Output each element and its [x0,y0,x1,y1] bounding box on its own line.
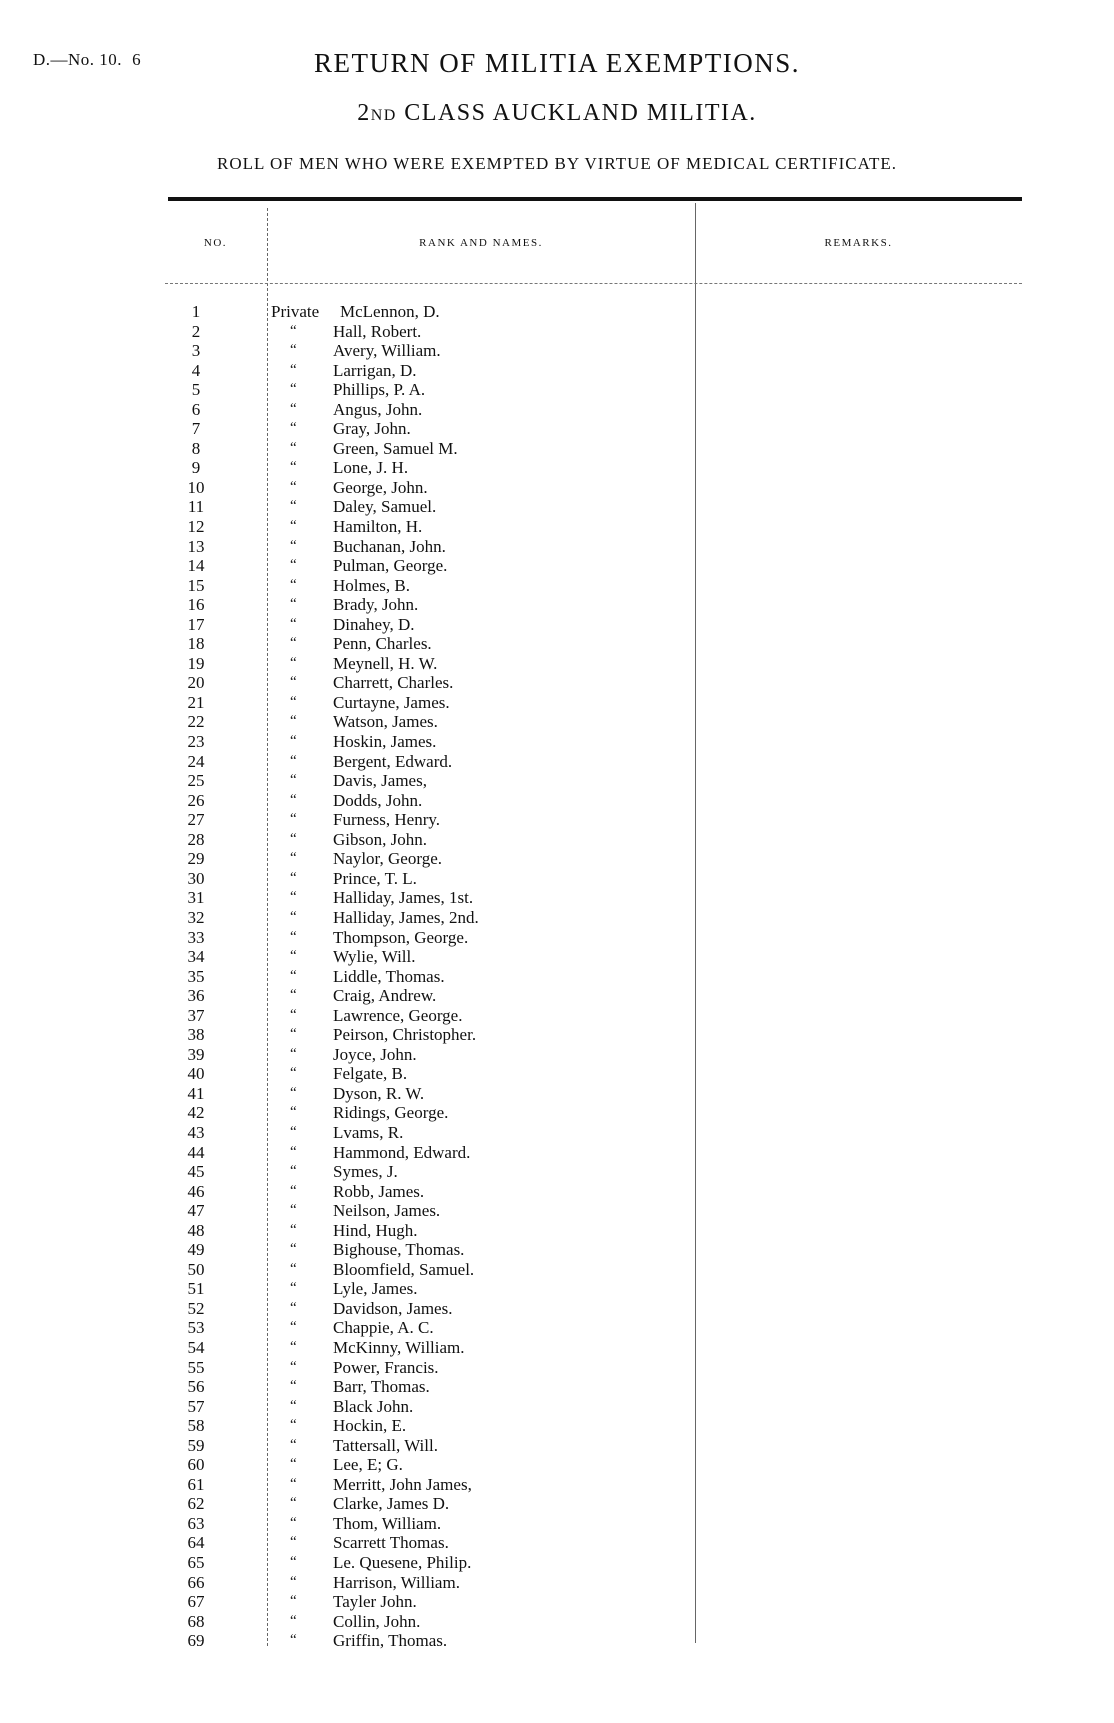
row-number: 55 [187,1357,205,1377]
row-number: 51 [187,1279,205,1299]
ditto-mark: “ [290,1436,297,1453]
member-name: Prince, T. L. [333,868,417,888]
ditto-mark: “ [290,1221,297,1238]
member-name: Angus, John. [333,399,423,419]
row-number: 65 [187,1553,205,1572]
table-row [0,1397,1114,1417]
row-number: 10 [187,477,205,497]
table-row [0,1123,1114,1143]
row-number: 54 [187,1337,205,1357]
row-number: 35 [187,966,205,986]
ditto-mark: “ [290,1319,297,1336]
page-title: RETURN OF MILITIA EXEMPTIONS. [314,48,800,78]
table-row [0,1240,1114,1260]
row-number: 31 [187,888,205,908]
row-number: 59 [187,1435,205,1455]
table-row [0,1064,1114,1084]
table-row [0,1631,1114,1651]
row-number: 46 [187,1181,205,1201]
table-row [0,361,1114,381]
member-name: Davidson, James. [333,1298,453,1318]
table-row [0,967,1114,987]
member-name: Scarrett Thomas. [333,1533,449,1553]
table-row [0,712,1114,732]
member-name: Gray, John. [333,419,411,439]
table-row [0,400,1114,420]
row-number: 21 [187,692,205,712]
ditto-mark: “ [290,1299,297,1316]
table-row [0,1533,1114,1553]
table-row [0,458,1114,478]
table-row [0,1299,1114,1319]
row-number: 50 [187,1259,205,1279]
member-name: Black John. [333,1396,414,1416]
member-name: Hind, Hugh. [333,1220,418,1240]
row-number: 40 [187,1064,205,1084]
row-number: 20 [187,673,205,693]
member-name: Bighouse, Thomas. [333,1240,465,1260]
table-row [0,1201,1114,1221]
row-number: 18 [187,634,205,654]
table-row [0,771,1114,791]
table-row [0,1436,1114,1456]
row-number: 22 [187,712,205,732]
member-name: Lawrence, George. [333,1005,463,1025]
table-row [0,1025,1114,1045]
page-subtitle: 2ND CLASS AUCKLAND MILITIA. [357,100,757,126]
row-number: 48 [187,1220,205,1240]
ditto-mark: “ [290,674,297,691]
table-row [0,439,1114,459]
member-name: Hoskin, James. [333,732,437,752]
table-row [0,576,1114,596]
ditto-mark: “ [290,850,297,867]
member-name: Thompson, George. [333,927,469,947]
table-row [0,1318,1114,1338]
row-number: 33 [187,927,205,947]
row-number: 58 [187,1416,205,1436]
row-number: 49 [187,1240,205,1260]
table-row [0,888,1114,908]
table-row [0,1553,1114,1573]
ditto-mark: “ [290,1456,297,1473]
table-row [0,810,1114,830]
row-number: 53 [187,1318,205,1338]
row-number: 5 [191,380,201,400]
row-number: 8 [191,438,201,458]
ditto-mark: “ [290,1495,297,1512]
member-name: Ridings, George. [333,1103,449,1123]
ditto-mark: “ [290,557,297,574]
ditto-mark: “ [290,1280,297,1297]
ditto-mark: “ [290,1104,297,1121]
member-name: Phillips, P. A. [333,380,426,400]
ditto-mark: “ [290,654,297,671]
member-name: Gibson, John. [333,829,427,849]
member-name: Merritt, John James, [333,1474,472,1494]
row-number: 44 [187,1142,205,1162]
ditto-mark: “ [290,1534,297,1551]
member-name: Peirson, Christopher. [333,1025,477,1045]
ditto-mark: “ [290,1612,297,1629]
ditto-mark: “ [290,1026,297,1043]
ditto-mark: “ [290,948,297,965]
table-row [0,830,1114,850]
table-row [0,478,1114,498]
row-number: 24 [187,751,205,771]
ditto-mark: “ [290,439,297,456]
member-name: Halliday, James, 2nd. [333,907,479,927]
table-row [0,419,1114,439]
row-number: 68 [187,1611,205,1631]
member-name: Bergent, Edward. [333,751,453,771]
row-number: 26 [187,790,205,810]
rank-label: Private [271,302,320,321]
table-row [0,322,1114,342]
member-name: Tattersall, Will. [333,1435,438,1455]
table-row [0,634,1114,654]
table-row [0,1006,1114,1026]
member-name: Holmes, B. [333,575,410,595]
table-row [0,1573,1114,1593]
table-row [0,1612,1114,1632]
table-row [0,654,1114,674]
member-name: George, John. [333,477,428,497]
row-number: 15 [187,575,205,595]
row-number: 36 [187,986,205,1006]
table-row [0,1416,1114,1436]
member-name: Harrison, William. [333,1572,460,1592]
row-number: 27 [187,810,205,830]
ditto-mark: “ [290,1338,297,1355]
ditto-mark: “ [290,1514,297,1531]
ditto-mark: “ [290,791,297,808]
row-number: 43 [187,1122,205,1142]
member-name: Bloomfield, Samuel. [333,1259,475,1279]
member-name: Davis, James, [333,771,427,791]
member-name: Lee, E; G. [333,1455,403,1475]
row-number: 23 [187,732,205,752]
row-number: 13 [187,536,205,556]
ditto-mark: “ [290,342,297,359]
member-name: Power, Francis. [333,1357,439,1377]
row-number: 9 [191,458,201,478]
ditto-mark: “ [290,596,297,613]
ditto-mark: “ [290,869,297,886]
ditto-mark: “ [290,400,297,417]
table-row [0,1221,1114,1241]
ditto-mark: “ [290,1554,297,1570]
ditto-mark: “ [290,1202,297,1219]
member-name: Liddle, Thomas. [333,966,445,986]
row-number: 4 [191,360,201,380]
table-row [0,673,1114,693]
row-number: 56 [187,1377,205,1397]
member-name: Watson, James. [333,712,438,732]
row-number: 16 [187,595,205,615]
table-row [0,1143,1114,1163]
row-number: 28 [187,829,205,849]
member-name: Wylie, Will. [333,947,416,967]
member-name: Barr, Thomas. [333,1377,430,1397]
member-name: Joyce, John. [333,1044,417,1064]
ditto-mark: “ [290,1065,297,1082]
row-number: 42 [187,1103,205,1123]
row-number: 1 [191,302,201,321]
member-name: Lyle, James. [333,1279,418,1299]
table-row [0,1475,1114,1495]
ditto-mark: “ [290,1417,297,1434]
member-name: McLennon, D. [340,302,440,321]
member-name: Thom, William. [333,1513,442,1533]
ditto-mark: “ [290,1632,297,1649]
ditto-mark: “ [290,459,297,476]
member-name: Dinahey, D. [333,614,415,634]
member-name: Avery, William. [333,341,441,361]
table-row [0,947,1114,967]
row-number: 19 [187,653,205,673]
row-number: 6 [191,399,201,419]
page-number: 6 [132,50,142,69]
table-row [0,537,1114,557]
ditto-mark: “ [290,1241,297,1258]
table-row [0,1182,1114,1202]
ditto-mark: “ [290,1475,297,1492]
member-name: Larrigan, D. [333,360,417,380]
member-name: Robb, James. [333,1181,425,1201]
table-row [0,693,1114,713]
row-number: 7 [191,419,201,439]
table-row [0,849,1114,869]
member-name: Green, Samuel M. [333,438,458,458]
ditto-mark: “ [290,361,297,378]
ditto-mark: “ [290,811,297,828]
row-number: 69 [187,1631,205,1651]
table-row [0,595,1114,615]
ditto-mark: “ [290,1397,297,1414]
member-name: Collin, John. [333,1611,421,1631]
member-name: Lvams, R. [333,1122,404,1142]
table-row [0,1084,1114,1104]
ditto-mark: “ [290,1143,297,1160]
table-row [0,1358,1114,1378]
table-row [0,1279,1114,1299]
ditto-mark: “ [290,908,297,925]
ditto-mark: “ [290,752,297,769]
ditto-mark: “ [290,537,297,554]
row-number: 11 [187,497,205,517]
table-row [0,908,1114,928]
ditto-mark: “ [290,1182,297,1199]
ditto-mark: “ [290,928,297,945]
member-name: Le. Quesene, Philip. [333,1553,472,1572]
column-header-remarks: REMARKS. [824,237,893,249]
member-name: Penn, Charles. [333,634,432,654]
table-row [0,791,1114,811]
member-name: Tayler John. [333,1592,417,1612]
ditto-mark: “ [290,1593,297,1610]
row-number: 41 [187,1083,205,1103]
table-row [0,380,1114,400]
row-number: 60 [187,1455,205,1475]
member-name: Dodds, John. [333,790,423,810]
table-row [0,928,1114,948]
table-row [0,1455,1114,1475]
row-number: 38 [187,1025,205,1045]
table-row [0,1260,1114,1280]
ditto-mark: “ [290,1358,297,1375]
ditto-mark: “ [290,830,297,847]
ditto-mark: “ [290,1084,297,1101]
row-number: 37 [187,1005,205,1025]
member-name: Hammond, Edward. [333,1142,471,1162]
row-number: 3 [191,341,201,361]
ditto-mark: “ [290,987,297,1004]
top-rule [168,197,1022,201]
table-row [0,752,1114,772]
member-name: Naylor, George. [333,849,442,869]
table-row [0,1592,1114,1612]
row-number: 32 [187,907,205,927]
member-name: Daley, Samuel. [333,497,437,517]
roll-caption: ROLL OF MEN WHO WERE EXEMPTED BY VIRTUE OF MEDICAL CERTIFICATE. [216,154,898,173]
ditto-mark: “ [290,420,297,437]
row-number: 14 [187,556,205,576]
ditto-mark: “ [290,1260,297,1277]
table-row [0,732,1114,752]
member-name: Craig, Andrew. [333,986,437,1006]
table-row [0,341,1114,361]
ditto-mark: “ [290,322,297,339]
ditto-mark: “ [290,967,297,984]
row-number: 12 [187,517,205,537]
row-number: 62 [187,1494,205,1514]
row-number: 25 [187,771,205,791]
table-row [0,869,1114,889]
row-number: 61 [187,1474,205,1494]
member-name: Chappie, A. C. [333,1318,434,1338]
member-name: Curtayne, James. [333,692,450,712]
row-number: 66 [187,1572,205,1592]
member-name: Charrett, Charles. [333,673,454,693]
member-name: Pulman, George. [333,556,448,576]
member-name: Felgate, B. [333,1064,408,1084]
member-name: Hockin, E. [333,1416,407,1436]
ditto-mark: “ [290,1006,297,1023]
exemption-roll [0,302,1114,1651]
row-number: 30 [187,868,205,888]
member-name: Hall, Robert. [333,321,422,341]
table-row [0,517,1114,537]
member-name: Dyson, R. W. [333,1083,425,1103]
row-number: 52 [187,1298,205,1318]
row-number: 17 [187,614,205,634]
ditto-mark: “ [290,498,297,515]
table-row [0,1494,1114,1514]
header-rule [165,283,1022,284]
member-name: Neilson, James. [333,1201,441,1221]
row-number: 45 [187,1162,205,1182]
table-row [0,1377,1114,1397]
ditto-mark: “ [290,576,297,593]
row-number: 63 [187,1513,205,1533]
reference-code: D.—No. 10. [33,50,123,69]
ditto-mark: “ [290,889,297,906]
ditto-mark: “ [290,1123,297,1140]
table-row [0,615,1114,635]
ditto-mark: “ [290,518,297,535]
member-name: Symes, J. [333,1162,398,1182]
member-name: Griffin, Thomas. [333,1631,448,1651]
column-header-no: NO. [203,237,228,249]
table-row [0,1162,1114,1182]
member-name: Lone, J. H. [333,458,409,478]
row-number: 57 [187,1396,205,1416]
table-row [0,302,1114,322]
member-name: Hamilton, H. [333,517,423,537]
row-number: 39 [187,1044,205,1064]
member-name: Buchanan, John. [333,536,446,556]
table-row [0,556,1114,576]
member-name: Halliday, James, 1st. [333,888,474,908]
member-name: Clarke, James D. [333,1494,450,1514]
row-number: 2 [191,321,201,341]
member-name: Brady, John. [333,595,419,615]
table-row [0,986,1114,1006]
ditto-mark: “ [290,635,297,652]
row-number: 34 [187,947,205,967]
ditto-mark: “ [290,478,297,495]
row-number: 29 [187,849,205,869]
ditto-mark: “ [290,1045,297,1062]
row-number: 64 [187,1533,205,1553]
table-row [0,1045,1114,1065]
table-row [0,1514,1114,1534]
ditto-mark: “ [290,1573,297,1590]
member-name: Furness, Henry. [333,810,441,830]
ditto-mark: “ [290,381,297,398]
row-number: 67 [187,1592,205,1612]
table-row [0,1338,1114,1358]
member-name: McKinny, William. [333,1337,465,1357]
ditto-mark: “ [290,772,297,789]
ditto-mark: “ [290,1378,297,1395]
ditto-mark: “ [290,1163,297,1180]
ditto-mark: “ [290,713,297,730]
ditto-mark: “ [290,693,297,710]
ditto-mark: “ [290,733,297,750]
column-header-rank-and-names: RANK AND NAMES. [419,237,543,249]
row-number: 47 [187,1201,205,1221]
ditto-mark: “ [290,615,297,632]
member-name: Meynell, H. W. [333,653,438,673]
table-row [0,1103,1114,1123]
table-row [0,497,1114,517]
